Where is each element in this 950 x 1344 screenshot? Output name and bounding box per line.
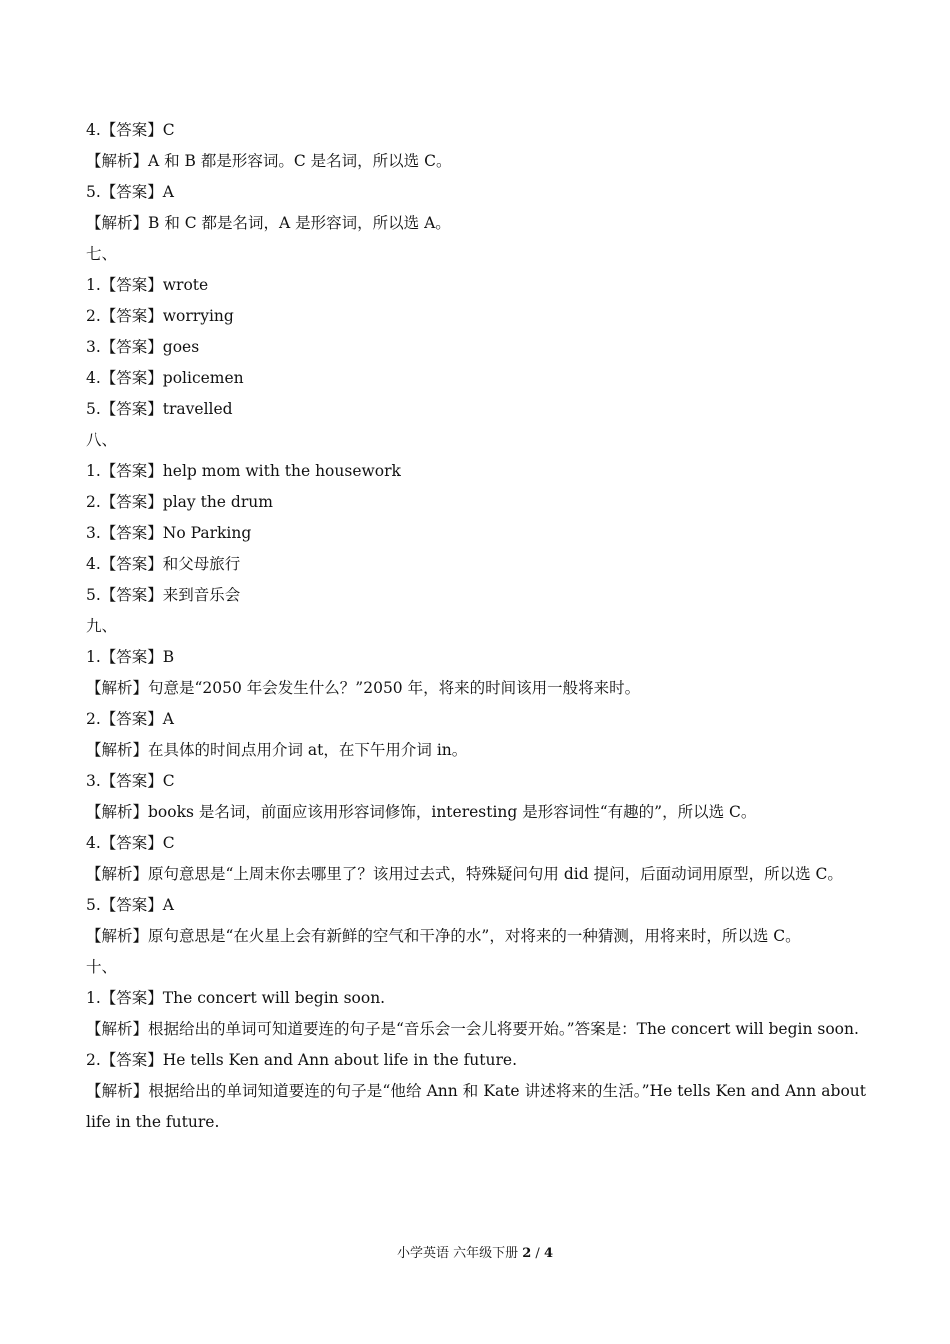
- footer-subject: 小学英语 六年级下册: [396, 1246, 523, 1261]
- page-footer: [0, 1244, 950, 1264]
- answer-line: 4.【答案】C: [86, 834, 175, 852]
- section-heading: 八、: [86, 431, 118, 449]
- answer-line: 2.【答案】A: [86, 710, 174, 728]
- page-total: 4: [543, 1246, 553, 1261]
- explanation-line: 【解析】原句意思是“在火星上会有新鲜的空气和干净的水”，对将来的一种猜测，用将来时，所以选 C。: [86, 927, 801, 945]
- answer-line: 5.【答案】A: [86, 896, 174, 914]
- section-heading: 九、: [86, 617, 118, 635]
- answer-line: 4.【答案】和父母旅行: [86, 555, 241, 573]
- answer-line: 2.【答案】play the drum: [86, 493, 273, 511]
- answer-line: 3.【答案】goes: [86, 338, 200, 356]
- explanation-line: 【解析】根据给出的单词可知道要连的句子是“音乐会一会儿将要开始。”答案是：The concert will begin soon.: [86, 1020, 859, 1038]
- explanation-line: 【解析】在具体的时间点用介词 at，在下午用介词 in。: [86, 741, 468, 759]
- answer-line: 2.【答案】He tells Ken and Ann about life in the future.: [86, 1051, 518, 1069]
- answer-line: 5.【答案】来到音乐会: [86, 586, 241, 604]
- explanation-line: 【解析】A 和 B 都是形容词。C 是名词，所以选 C。: [86, 152, 452, 170]
- page-separator: /: [531, 1246, 544, 1261]
- answer-line: 2.【答案】worrying: [86, 307, 234, 325]
- explanation-line: 【解析】句意是“2050 年会发生什么？”2050 年，将来的时间该用一般将来时。: [86, 679, 641, 697]
- answer-line: 5.【答案】travelled: [86, 400, 233, 418]
- section-heading: 七、: [86, 245, 118, 263]
- answer-content: [86, 115, 866, 1138]
- explanation-line: 【解析】books 是名词，前面应该用形容词修饰，interesting 是形容词性“有趣的”，所以选 C。: [86, 803, 757, 821]
- answer-line: 1.【答案】B: [86, 648, 175, 666]
- explanation-line: 【解析】根据给出的单词知道要连的句子是“他给 Ann 和 Kate 讲述将来的生活。”He tells Ken and Ann about life in the future.: [86, 1082, 866, 1131]
- explanation-line: 【解析】B 和 C 都是名词，A 是形容词，所以选 A。: [86, 214, 451, 232]
- answer-line: 4.【答案】C: [86, 121, 175, 139]
- answer-line: 4.【答案】policemen: [86, 369, 244, 387]
- answer-line: 1.【答案】help mom with the housework: [86, 462, 401, 480]
- answer-line: 1.【答案】wrote: [86, 276, 209, 294]
- answer-line: 3.【答案】No Parking: [86, 524, 252, 542]
- answer-line: 5.【答案】A: [86, 183, 174, 201]
- section-heading: 十、: [86, 958, 118, 976]
- answer-line: 3.【答案】C: [86, 772, 175, 790]
- page-current: 2: [522, 1246, 532, 1261]
- explanation-line: 【解析】原句意思是“上周末你去哪里了？该用过去式，特殊疑问句用 did 提问，后面动词用原型，所以选 C。: [86, 865, 843, 883]
- answer-line: 1.【答案】The concert will begin soon.: [86, 989, 386, 1007]
